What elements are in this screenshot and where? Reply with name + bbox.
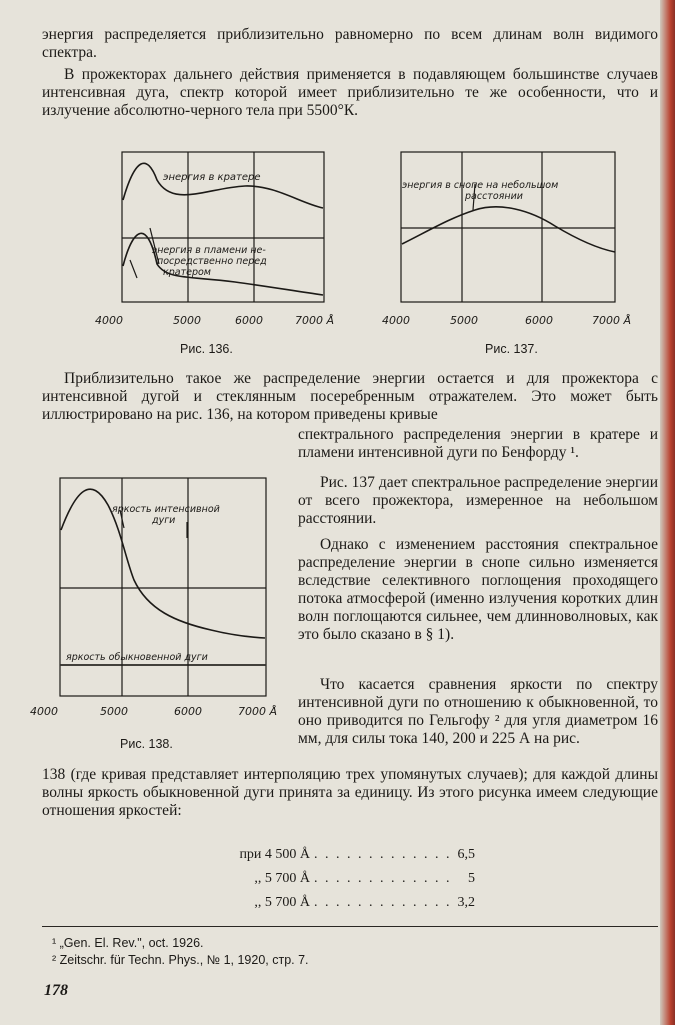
figure-136-caption: Рис. 136. [180, 342, 233, 356]
fig138-label-intense-1: яркость интенсивной [112, 504, 220, 515]
ratio-label: ,, 5 700 Å [254, 895, 311, 910]
fig138-label-ordinary: яркость обыкновенной дуги [66, 652, 208, 663]
ratio-label: ,, 5 700 Å [254, 871, 311, 886]
ratio-value: 6,5 [457, 847, 475, 862]
ratio-row [235, 843, 475, 867]
paragraph-similar-distribution: Приблизительно такое же распределение энергии остается и для прожектора с интенсивной дугой и стеклянным посеребренным отражателем. Это может быть иллюстрировано на рис. 136, на котором приведены кривые [42, 370, 658, 423]
fig137-xtick-6000: 6000 [525, 314, 553, 327]
fig136-label-flame-2: посредственно перед [157, 256, 267, 267]
footnote-1: ¹ „Gen. El. Rev.", oct. 1926. [52, 936, 204, 950]
ratio-leader: . . . . . . . . . . . . . [314, 895, 452, 910]
ratio-leader: . . . . . . . . . . . . . [314, 871, 452, 886]
fig136-xtick-4000: 4000 [95, 314, 123, 327]
figure-136 [95, 148, 335, 338]
page-number: 178 [44, 982, 68, 999]
fig136-label-flame-1: энергия в пламени не- [152, 245, 266, 256]
figure-137 [380, 148, 630, 338]
fig138-label-intense-2: дуги [152, 515, 176, 526]
fig138-xtick-6000: 6000 [174, 705, 202, 718]
paragraph-distance-change: Однако с изменением расстояния спектральное распределение энергии в снопе сильно изменяется вследствие селективного поглощения проходящего потока атмосферой (именно излучения коротких длин волн поглощаются сильнее, чем длинноволновых, как это было сказано в § 1). [298, 536, 658, 643]
ratio-row [235, 891, 475, 915]
fig138-xtick-7000: 7000 Å [238, 705, 278, 718]
fig137-xtick-5000: 5000 [450, 314, 478, 327]
fig138-xtick-5000: 5000 [100, 705, 128, 718]
ratio-value: 3,2 [457, 895, 475, 910]
brightness-ratios [235, 843, 475, 915]
figure-138-caption: Рис. 138. [120, 737, 173, 751]
fig137-label-2: расстоянии [465, 191, 523, 202]
paragraph-brightness-comparison: Что касается сравнения яркости по спектру интенсивной дуги по отношению к обыкновенной, то оно приводится по Гельгофу ² для угля диаметром 16 мм, для силы тока 140, 200 и 225 А на рис. [298, 676, 658, 747]
figure-138-plot [30, 470, 296, 730]
figure-137-caption: Рис. 137. [485, 342, 538, 356]
fig137-label-1: энергия в снопе на небольшом [402, 180, 559, 191]
page-edge [660, 0, 675, 1025]
fig137-xtick-4000: 4000 [382, 314, 410, 327]
ratio-label: при 4 500 Å [239, 847, 311, 862]
fig136-xtick-7000: 7000 Å [295, 314, 335, 327]
ratio-value: 5 [468, 871, 475, 886]
fig136-label-crater: энергия в кратере [163, 172, 261, 183]
paragraph-fig137: Рис. 137 дает спектральное распределение энергии от всего прожектора, измеренное на небольшом расстоянии. [298, 474, 658, 527]
paragraph-fig138: 138 (где кривая представляет интерполяцию трех упомянутых случаев); для каждой длины волны яркость обыкновенной дуги принята за единицу. Из этого рисунка имеем следующие отношения яркостей: [42, 766, 658, 819]
ratio-leader: . . . . . . . . . . . . . [314, 847, 452, 862]
fig137-xtick-7000: 7000 Å [592, 314, 632, 327]
footnote-divider [42, 926, 658, 927]
paragraph-searchlights: В прожекторах дальнего действия применяется в подавляющем большинстве случаев интенсивная дуга, спектр которой имеет приблизительно те же особенности, что и излучение абсолютно-черного тела при 5500°К. [42, 66, 658, 119]
fig136-label-flame-3: кратером [163, 267, 211, 278]
figure-137-plot [380, 148, 630, 338]
ratio-row [235, 867, 475, 891]
paragraph-continuation: энергия распределяется приблизительно равномерно по всем длинам волн видимого спектра. [42, 26, 658, 61]
footnote-2: ² Zeitschr. für Techn. Phys., № 1, 1920, стр. 7. [52, 953, 309, 967]
figure-136-plot [95, 148, 335, 338]
paragraph-benford-continuation: спектрального распределения энергии в кратере и пламени интенсивной дуги по Бенфорду ¹. [298, 426, 658, 461]
figure-138 [30, 470, 296, 730]
fig138-xtick-4000: 4000 [30, 705, 58, 718]
fig136-xtick-6000: 6000 [235, 314, 263, 327]
fig136-xtick-5000: 5000 [173, 314, 201, 327]
